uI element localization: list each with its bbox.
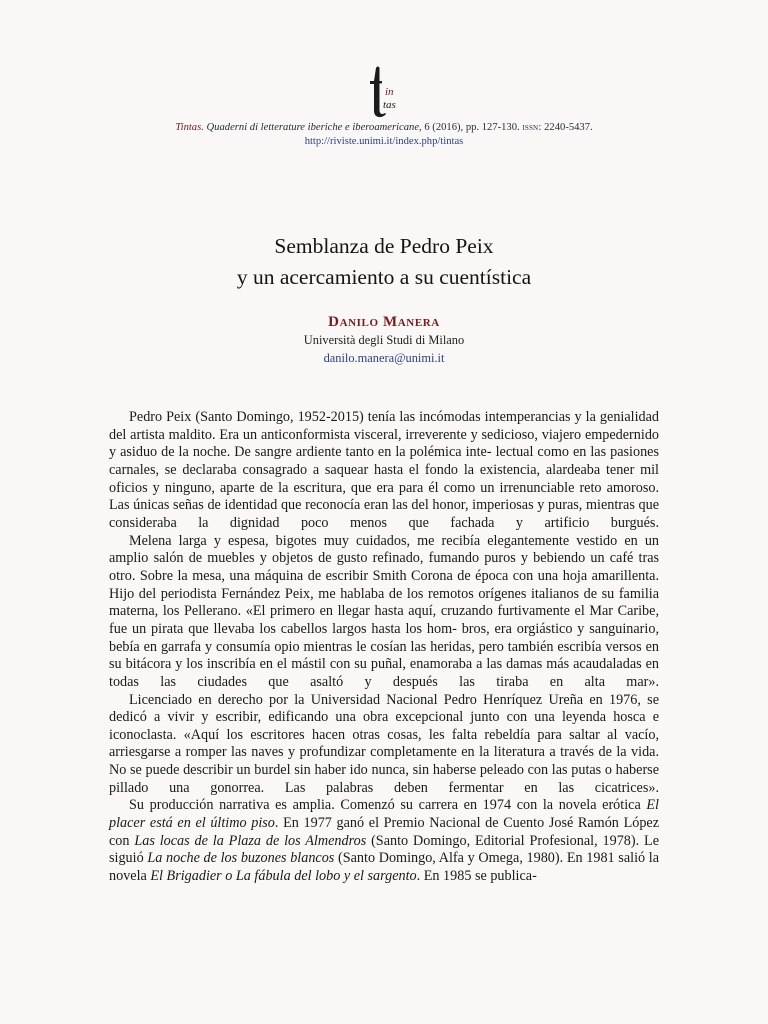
p4-line-3-rest: (Santo Domingo, Editorial Profesional, <box>366 832 598 849</box>
journal-volume: 6 (2016), pp. 127-130. <box>424 122 520 133</box>
article-title-line-2: y un acercamiento a su cuentística <box>236 265 532 289</box>
article-title-line-1: Semblanza de Pedro Peix <box>274 234 494 258</box>
book-title-las-locas: Las locas de la Plaza de los Almendros <box>134 832 367 849</box>
logo-text-tas: tas <box>383 99 396 111</box>
book-title-el-placer: El placer está en el último piso <box>109 797 659 832</box>
p1-line-6: como un irrenunciable reto amoroso. Las únicas señas de identidad que reconocía eran <box>109 479 659 514</box>
journal-name: Tintas. <box>175 122 204 133</box>
paragraph-2 <box>109 533 659 692</box>
article-body <box>109 409 659 886</box>
author-affiliation: Università degli Studi di Milano <box>303 333 465 347</box>
p3-line-3: e iconoclasta. «Aquí los escritores hacen otras cosas, les falta rebeldía para saltar al vacío, <box>109 709 660 743</box>
p2-line-8: las heridas, pero también escribía versos en su bitácora y los inscribía en el mástil con su <box>109 638 659 673</box>
journal-series: Quaderni di letterature iberiche e iberoamericane, <box>206 122 422 133</box>
p1-line-5: la existencia, alardeaba tener mil oficios y ninguno, aparte de la escritura, que era para él <box>109 461 660 496</box>
paragraph-4 <box>109 797 659 885</box>
p1-line-4: lectual como en las pasiones carnales, se declaraba consagrado a saquear hasta el fondo <box>109 444 659 478</box>
p4-line-4-start: 1978). Le siguió <box>109 832 659 867</box>
p4-line-2-rest: . En 1977 ganó el Premio Nacional de Cuento José Ramón <box>274 815 619 832</box>
p4-line-5-rest: . En 1985 se publica- <box>416 868 537 885</box>
p1-line-7: las del honor, imperiosas y puras, mientras que consideraba la dignidad poco menos que <box>109 497 659 531</box>
book-title-la-noche: La noche de los buzones blancos <box>147 850 335 867</box>
p3-line-1: Licenciado en derecho por la Universidad Nacional Pedro Henríquez Ureña en 1976, <box>129 691 641 708</box>
p4-line-3-start: López con <box>109 815 660 849</box>
article-title <box>0 231 768 293</box>
issn-number: 2240-5437. <box>544 122 593 133</box>
p2-line-9: puñal, enamoraba a las damas más acaudaladas en todas las ciudades que asaltó y después <box>109 656 660 690</box>
paragraph-3 <box>109 692 659 798</box>
p1-line-1: Pedro Peix (Santo Domingo, 1952-2015) tenía las incómodas intemperancias y la <box>129 409 596 425</box>
p2-line-4: hoja amarillenta. Hijo del periodista Fernández Peix, me hablaba de los remotos orígenes <box>109 567 659 602</box>
p2-line-1: Melena larga y espesa, bigotes muy cuidados, me recibía elegantemente vestido en <box>129 532 638 549</box>
p4-line-4-rest: (Santo Domingo, Alfa y Omega, 1980). <box>334 850 564 867</box>
paragraph-1 <box>109 409 659 533</box>
p4-line-5-start: En 1981 salió la novela <box>109 850 659 885</box>
issn-label: issn: <box>522 122 542 133</box>
p2-line-3: café tras otro. Sobre la mesa, una máquina de escribir Smith Corona de época con una <box>109 550 660 584</box>
p3-line-6: putas o haberse pillado una gonorrea. Las palabras deben fermentar en las cicatrices». <box>109 762 659 796</box>
logo-text-in: in <box>385 86 394 98</box>
p2-line-7: bros, era orgiástico y sanguinario, bebía en garrafa y consumía opio mientras le cosían <box>109 620 659 655</box>
journal-logo <box>366 64 406 120</box>
p1-line-2: genialidad del artista maldito. Era un anticonformista visceral, irreverente y sedicioso, <box>109 409 660 443</box>
p2-line-2: un amplio salón de muebles y objetos de gusto refinado, fumando puros y bebiendo un <box>109 532 660 567</box>
p1-line-8: fachada y artificio burgués. <box>450 514 659 531</box>
p3-line-5: la vida. No se puede describir un burdel sin haber ido nunca, sin haberse peleado con las <box>109 744 660 779</box>
book-title-el-brigadier: El Brigadier o La fábula del lobo y el sargento <box>150 868 417 885</box>
author-name: Danilo Manera <box>328 314 440 330</box>
p2-line-10: las tiraba en alta mar». <box>459 673 659 690</box>
p4-line-1: Su producción narrativa es amplia. Comenzó su carrera en 1974 con la novela erótica <box>129 797 641 814</box>
author-email-link[interactable]: danilo.manera@unimi.it <box>323 351 445 365</box>
journal-url-link[interactable]: http://riviste.unimi.it/index.php/tintas <box>304 136 464 147</box>
tintas-logo-icon <box>366 64 406 120</box>
p2-line-6: furtivamente el Mar Caribe, fue un pirata que llevaba los cabellos largos hasta los hom- <box>109 603 659 637</box>
p3-line-4: arriesgarse a romper las naves y profundizar completamente en la literatura a través de <box>109 744 612 761</box>
p3-line-2: se dedicó a vivir y escribir, edificando una obra excepcional junto con una leyenda hosca <box>109 691 659 726</box>
p1-line-3: viajero empedernido y asiduo de la noche. De sangre ardiente tanto en la polémica inte- <box>109 426 660 461</box>
p2-line-5: italianos de su familia materna, los Pellerano. «El primero en llegar hasta aquí, cruzando <box>109 585 659 620</box>
journal-citation <box>0 121 768 134</box>
